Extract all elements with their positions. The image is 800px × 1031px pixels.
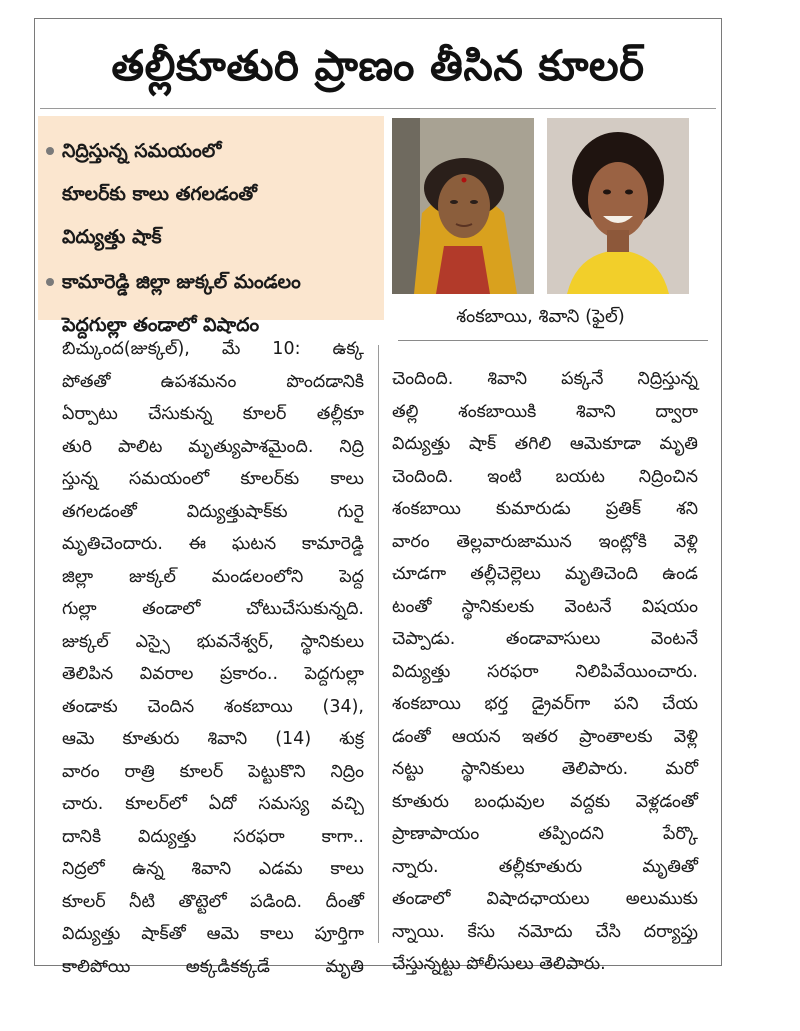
column-divider	[378, 345, 379, 943]
highlights-box	[38, 116, 384, 336]
body-line: బిచ్కుంద(జుక్కల్), మే 10: ఉక్క	[62, 339, 364, 359]
article-column-1	[62, 333, 364, 983]
caption-rule	[398, 340, 708, 341]
body-line: చెందింది. ఇంటి బయట నిద్రించిన	[392, 466, 698, 487]
article-column-2	[392, 363, 698, 981]
body-line: కూతురు బంధువుల వద్దకు వెళ్లడంతో	[392, 791, 698, 812]
body-line: నట్టు స్థానికులు తెలిపారు. మరో	[392, 759, 698, 779]
body-line: టంతో స్థానికులకు వెంటనే విషయం	[392, 596, 698, 617]
body-line: చారు. కూలర్‌లో ఏదో సమస్య వచ్చి	[62, 794, 364, 814]
body-line: వారం తెల్లవారుజామున ఇంట్లోకి వెళ్లి	[392, 531, 698, 552]
highlight-line: పెద్దగుల్లా తండాలో విషాదం	[62, 314, 260, 336]
body-line: జిల్లా జుక్కల్ మండలంలోని పెద్ద	[62, 566, 364, 587]
body-line: నిద్రలో ఉన్న శివాని ఎడమ కాలు	[62, 859, 364, 879]
headline-rule	[40, 108, 716, 109]
body-line: న్నారు. తల్లీకూతురు మృతితో	[392, 856, 698, 877]
bullet-icon	[46, 278, 54, 286]
body-line: స్తున్న సమయంలో కూలర్‌కు కాలు	[62, 469, 364, 489]
body-line: వారం రాత్రి కూలర్ పెట్టుకొని నిద్రిం	[62, 761, 364, 782]
highlight-line: కూలర్‌కు కాలు తగలడంతో	[62, 183, 257, 205]
photo-caption: శంకబాయి, శివాని (ఫైల్)	[456, 306, 625, 327]
bullet-icon	[46, 147, 54, 155]
body-line: గుల్లా తండాలో చోటుచేసుకున్నది.	[62, 599, 364, 619]
highlight-line: కామారెడ్డి జిల్లా జుక్కల్ మండలం	[62, 271, 301, 293]
body-line: ఆమె కూతురు శివాని (14) శుక్ర	[62, 729, 364, 749]
body-line: విద్యుత్తు షాక్‌తో ఆమె కాలు పూర్తిగా	[62, 924, 364, 944]
body-line: తురి పాలిట మృత్యుపాశమైంది. నిద్రి	[62, 436, 364, 457]
body-line: చూడగా తల్లీచెల్లెలు మృతిచెంది ఉండ	[392, 564, 698, 584]
body-line: తండాకు చెందిన శంకబాయి (34),	[62, 696, 364, 717]
body-line: డంతో ఆయన ఇతర ప్రాంతాలకు వెళ్లి	[392, 726, 698, 747]
body-line: చేస్తున్నట్టు పోలీసులు తెలిపారు.	[392, 954, 606, 974]
headline: తల్లీకూతురి ప్రాణం తీసిన కూలర్	[111, 41, 645, 90]
highlight-line: నిద్రిస్తున్న సమయంలో	[62, 140, 222, 162]
body-line: కాలిపోయి అక్కడికక్కడే మృతి	[62, 956, 364, 977]
body-line: చెప్పాడు. తండావాసులు వెంటనే	[392, 629, 698, 649]
highlight-item	[46, 130, 374, 259]
daughter-photo	[547, 118, 689, 294]
mother-photo	[392, 118, 534, 294]
body-line: శంకబాయి భర్త డ్రైవర్‌గా పని చేయ	[392, 694, 698, 714]
body-line: న్నాయి. కేసు నమోదు చేసి దర్యాప్తు	[392, 921, 698, 942]
body-line: తల్లి శంకబాయికి శివాని ద్వారా	[392, 401, 698, 422]
body-line: జుక్కల్ ఎస్సై భువనేశ్వర్, స్థానికులు	[62, 631, 364, 652]
body-line: పోతతో ఉపశమనం పొందడానికి	[62, 371, 364, 392]
body-line: మృతిచెందారు. ఈ ఘటన కామారెడ్డి	[62, 534, 364, 554]
body-line: శంకబాయి కుమారుడు ప్రతిక్ శని	[392, 499, 698, 519]
body-line: కూలర్ నీటి తొట్టెలో పడింది. దీంతో	[62, 891, 364, 912]
highlight-line: విద్యుత్తు షాక్	[62, 226, 162, 248]
body-line: ఏర్పాటు చేసుకున్న కూలర్ తల్లీకూ	[62, 404, 364, 424]
body-line: తండాలో విషాదఛాయలు అలుముకు	[392, 889, 698, 909]
body-line: తెలిపిన వివరాల ప్రకారం.. పెద్దగుల్లా	[62, 664, 364, 684]
body-line: దానికి విద్యుత్తు సరఫరా కాగా..	[62, 826, 364, 847]
body-line: తగలడంతో విద్యుత్తుషాక్‌కు గురై	[62, 501, 364, 522]
body-line: ప్రాణాపాయం తప్పిందని పేర్కొ	[392, 824, 698, 844]
body-line: విద్యుత్తు షాక్ తగిలి ఆమెకూడా మృతి	[392, 434, 698, 454]
body-line: విద్యుత్తు సరఫరా నిలిపివేయించారు.	[392, 661, 698, 682]
body-line: చెందింది. శివాని పక్కనే నిద్రిస్తున్న	[392, 369, 698, 389]
